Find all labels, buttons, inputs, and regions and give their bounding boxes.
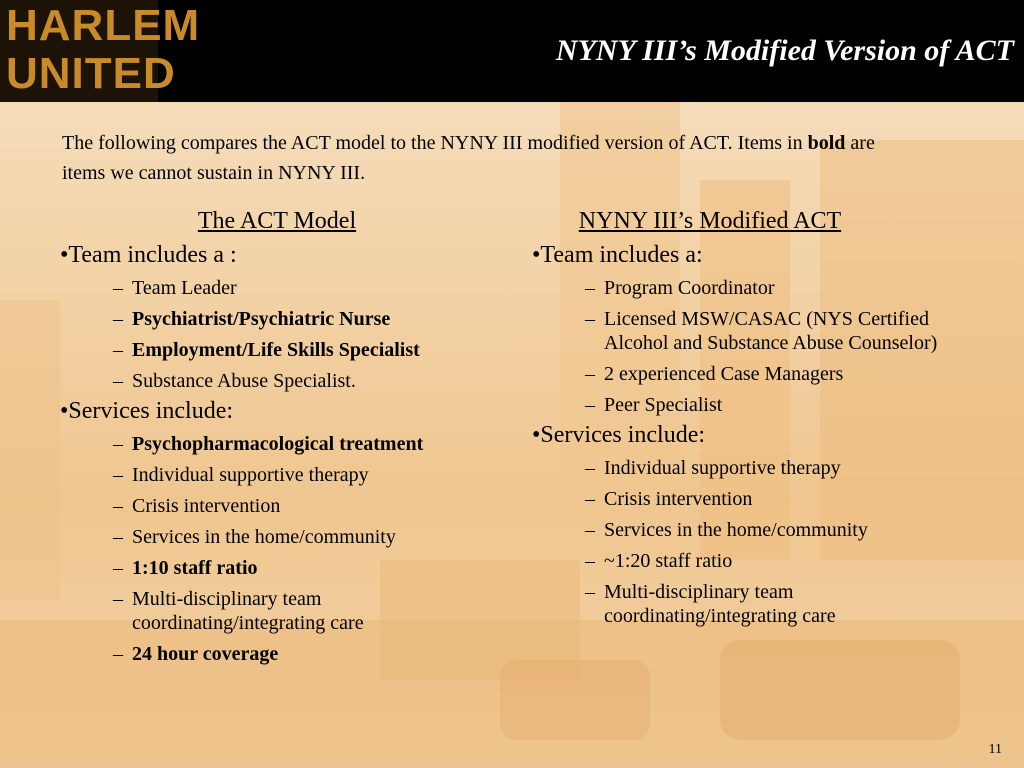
list-item (60, 307, 490, 331)
team-list (60, 276, 490, 393)
page-number: 11 (988, 742, 1002, 757)
team-bullet: •Team includes a : (60, 242, 237, 268)
logo-text-line2: UNITED (6, 49, 176, 98)
dash-marker: – (113, 339, 123, 361)
list-item-text: Peer Specialist (604, 394, 723, 416)
dash-marker: – (113, 308, 123, 330)
list-item (60, 276, 490, 300)
list-item-text: 24 hour coverage (132, 643, 279, 665)
list-item (532, 518, 962, 542)
list-item-text: Multi-disciplinary team coordinating/integrating care (604, 581, 836, 627)
dash-marker: – (585, 394, 595, 416)
dash-marker: – (585, 308, 595, 330)
list-item (60, 525, 490, 549)
team-list (532, 276, 962, 417)
list-item (532, 456, 962, 480)
slide-title: NYNY III’s Modified Version of ACT (555, 34, 1014, 67)
list-item (60, 494, 490, 518)
list-item (60, 432, 490, 456)
list-item-text: Employment/Life Skills Specialist (132, 339, 420, 361)
dash-marker: – (585, 550, 595, 572)
services-bullet: •Services include: (532, 422, 706, 448)
list-item (532, 487, 962, 511)
list-item-text: Individual supportive therapy (132, 464, 369, 486)
dash-marker: – (585, 488, 595, 510)
dash-marker: – (585, 277, 595, 299)
act-model-heading: The ACT Model (197, 208, 357, 234)
list-item (532, 549, 962, 573)
list-item-text: Substance Abuse Specialist. (132, 370, 356, 392)
list-item-text: Crisis intervention (132, 495, 281, 517)
dash-marker: – (585, 363, 595, 385)
list-item (60, 556, 490, 580)
dash-marker: – (113, 277, 123, 299)
list-item-text: Services in the home/community (132, 526, 396, 548)
services-list (60, 432, 490, 666)
dash-marker: – (585, 457, 595, 479)
act-model-column (60, 205, 490, 666)
list-item-text: Multi-disciplinary team coordinating/integrating care (132, 588, 364, 634)
list-item-text: Licensed MSW/CASAC (NYS Certified Alcohol and Substance Abuse Counselor) (604, 308, 938, 354)
list-item (60, 463, 490, 487)
dash-marker: – (585, 581, 595, 603)
modified-act-column (532, 205, 962, 628)
modified-act-heading: NYNY III’s Modified ACT (578, 208, 842, 234)
dash-marker: – (113, 526, 123, 548)
list-item (60, 587, 490, 635)
dash-marker: – (113, 464, 123, 486)
list-item-text: Program Coordinator (604, 277, 775, 299)
intro-text-end: are items we cannot sustain in NYNY III. (62, 132, 875, 184)
dash-marker: – (113, 370, 123, 392)
list-item-text: 1:10 staff ratio (132, 557, 258, 579)
dash-marker: – (113, 557, 123, 579)
dash-marker: – (113, 495, 123, 517)
list-item (60, 338, 490, 362)
list-item (532, 362, 962, 386)
services-list (532, 456, 962, 628)
list-item (60, 642, 490, 666)
list-item-text: Psychiatrist/Psychiatric Nurse (132, 308, 391, 330)
services-bullet: •Services include: (60, 398, 234, 424)
list-item-text: Crisis intervention (604, 488, 753, 510)
dash-marker: – (113, 588, 123, 610)
harlem-united-logo (0, 0, 201, 102)
list-item (532, 276, 962, 300)
list-item (60, 369, 490, 393)
list-item (532, 580, 962, 628)
list-item-text: 2 experienced Case Managers (604, 363, 844, 385)
list-item-text: Team Leader (132, 277, 237, 299)
logo-text-line1: HARLEM (6, 1, 201, 50)
intro-bold-word: bold (807, 132, 846, 154)
dash-marker: – (113, 643, 123, 665)
team-bullet: •Team includes a: (532, 242, 703, 268)
intro-text-start: The following compares the ACT model to the NYNY III modified version of ACT. Items in (62, 132, 808, 154)
slide-header (0, 0, 1024, 102)
list-item-text: Individual supportive therapy (604, 457, 841, 479)
list-item-text: ~1:20 staff ratio (604, 550, 733, 572)
dash-marker: – (585, 519, 595, 541)
intro-paragraph (62, 128, 902, 188)
list-item-text: Services in the home/community (604, 519, 868, 541)
dash-marker: – (113, 433, 123, 455)
list-item-text: Psychopharmacological treatment (132, 433, 424, 455)
list-item (532, 393, 962, 417)
list-item (532, 307, 962, 355)
